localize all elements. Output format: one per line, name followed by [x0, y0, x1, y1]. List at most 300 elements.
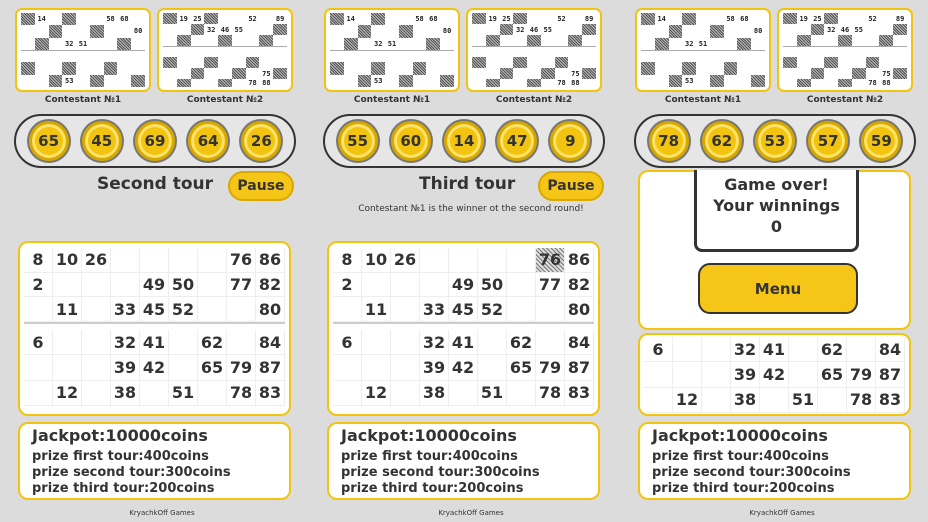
ball: 47	[497, 121, 537, 161]
mini-cell	[797, 57, 811, 68]
card-cell[interactable]: 42	[760, 362, 789, 387]
card-cell[interactable]: 80	[565, 297, 594, 322]
mini-cell	[500, 79, 514, 87]
mini-cell	[541, 79, 555, 87]
menu-button[interactable]: Menu	[698, 263, 858, 314]
mini-separator	[783, 46, 907, 57]
card-cell	[391, 381, 420, 406]
card-cell	[362, 355, 391, 380]
card-cell[interactable]: 26	[82, 248, 111, 273]
mini-cell	[783, 35, 797, 46]
card-cell[interactable]: 2	[24, 273, 53, 298]
mini-cell	[710, 38, 724, 50]
card-cell[interactable]: 2	[333, 273, 362, 298]
mini-cell	[866, 68, 880, 79]
card-cell[interactable]: 79	[536, 355, 565, 380]
mini-cell: 32	[827, 25, 836, 34]
mini-cell	[35, 75, 49, 87]
mini-cell: 25	[502, 14, 511, 23]
card-cell[interactable]: 32	[731, 337, 760, 362]
card-cell[interactable]: 33	[111, 297, 140, 322]
card-cell[interactable]: 80	[256, 297, 285, 322]
card-cell[interactable]: 78	[847, 388, 876, 413]
card-cell[interactable]: 32	[420, 330, 449, 355]
mini-cell	[426, 75, 440, 87]
card-cell	[478, 355, 507, 380]
mini-cell	[117, 75, 131, 87]
mini-cell	[783, 13, 797, 24]
card-cell[interactable]: 51	[789, 388, 818, 413]
mini-cell	[358, 75, 372, 87]
ball: 55	[338, 121, 378, 161]
card-cell[interactable]: 38	[420, 381, 449, 406]
card-cell[interactable]: 82	[256, 273, 285, 298]
player-card[interactable]	[18, 241, 291, 416]
mini-cell: 53	[65, 76, 74, 85]
mini-cell	[232, 79, 246, 87]
mini-cell	[191, 79, 205, 87]
card-cell	[111, 248, 140, 273]
mini-cell	[838, 79, 852, 87]
card-cell	[702, 388, 731, 413]
footer-credit: KryachkOff Games	[438, 509, 504, 517]
ball: 65	[29, 121, 69, 161]
mini-cell	[399, 38, 413, 50]
winnings-label: Your winnings	[713, 196, 840, 215]
card-cell[interactable]: 62	[507, 330, 536, 355]
mini-cell	[117, 62, 131, 74]
card-cell[interactable]: 82	[565, 273, 594, 298]
card-cell[interactable]: 42	[449, 355, 478, 380]
mini-cell	[62, 25, 76, 37]
mini-cell	[90, 38, 104, 50]
card-cell	[24, 355, 53, 380]
card-cell[interactable]: 84	[565, 330, 594, 355]
contestant-2-label: Contestant №2	[806, 95, 884, 105]
card-cell[interactable]: 11	[362, 297, 391, 322]
round-winner-notice: Contestant №1 is the winner ot the second round!	[358, 204, 584, 214]
mini-cell	[710, 62, 724, 74]
mini-cell: 51	[387, 39, 397, 48]
mini-cell	[852, 35, 866, 46]
mini-cell	[682, 13, 696, 25]
card-cell[interactable]: 83	[876, 388, 905, 413]
mini-separator	[330, 50, 454, 62]
card-cell	[198, 248, 227, 273]
mini-cell: 88	[882, 79, 891, 87]
card-cell	[53, 273, 82, 298]
card-cell[interactable]: 87	[876, 362, 905, 387]
card-cell	[536, 330, 565, 355]
mini-cell	[710, 25, 724, 37]
prize-third: prize third tour:200coins	[32, 481, 215, 496]
pause-button[interactable]: Pause	[228, 171, 294, 201]
card-cell[interactable]: 77	[227, 273, 256, 298]
card-cell[interactable]: 62	[198, 330, 227, 355]
card-cell	[140, 248, 169, 273]
card-cell[interactable]: 39	[731, 362, 760, 387]
card-cell[interactable]: 6	[644, 337, 673, 362]
card-cell[interactable]: 39	[111, 355, 140, 380]
mini-cell	[641, 38, 655, 50]
card-cell[interactable]: 50	[478, 273, 507, 298]
card-cell[interactable]: 87	[256, 355, 285, 380]
mini-cell: 89	[895, 14, 905, 23]
mini-cell	[399, 62, 413, 74]
mini-cell	[21, 38, 35, 50]
mini-cell	[218, 35, 232, 46]
mini-cell	[177, 57, 191, 68]
game-over-panel	[638, 170, 911, 330]
mini-cell	[641, 13, 655, 25]
mini-cell	[413, 75, 427, 87]
mini-cell	[838, 68, 852, 79]
mini-cell	[500, 35, 514, 46]
mini-cell	[90, 75, 104, 87]
mini-cell	[358, 25, 372, 37]
mini-cell	[500, 68, 514, 79]
ball: 9	[550, 121, 590, 161]
mini-cell	[696, 25, 710, 37]
mini-cell	[204, 79, 218, 87]
mini-cell	[358, 62, 372, 74]
prize-second: prize second tour:300coins	[652, 465, 851, 480]
contestant-1-card	[635, 8, 771, 92]
mini-cell: 14	[657, 15, 666, 24]
mini-cell	[344, 62, 358, 74]
mini-cell	[371, 25, 385, 37]
mini-cell	[582, 68, 596, 79]
ball: 57	[808, 121, 848, 161]
card-cell	[673, 337, 702, 362]
card-cell[interactable]: 84	[876, 337, 905, 362]
card-cell[interactable]: 32	[111, 330, 140, 355]
mini-cell	[273, 79, 287, 87]
mini-cell	[486, 57, 500, 68]
mini-cell	[696, 75, 710, 87]
mini-grid-b3	[783, 13, 907, 87]
card-cell[interactable]: 42	[140, 355, 169, 380]
mini-cell: 80	[133, 27, 143, 36]
card-cell[interactable]: 45	[449, 297, 478, 322]
drawn-balls-tray	[14, 114, 296, 168]
mini-cell	[527, 79, 541, 87]
mini-separator	[163, 46, 287, 57]
mini-cell	[879, 13, 893, 24]
mini-cell	[371, 62, 385, 74]
mini-cell: 19	[488, 14, 497, 23]
mini-cell	[669, 62, 683, 74]
mini-cell	[163, 35, 177, 46]
mini-cell: 32	[685, 39, 694, 48]
mini-cell	[330, 38, 344, 50]
mini-cell: 68	[120, 15, 129, 24]
mini-cell	[655, 38, 669, 50]
card-cell[interactable]: 51	[169, 381, 198, 406]
mini-cell	[385, 62, 399, 74]
mini-cell: 55	[543, 25, 552, 34]
mini-cell	[669, 13, 683, 25]
ball: 45	[82, 121, 122, 161]
mini-cell	[838, 35, 852, 46]
mini-cell	[49, 75, 63, 87]
card-cell[interactable]: 86	[565, 248, 594, 273]
mini-cell	[879, 24, 893, 35]
ball: 60	[391, 121, 431, 161]
card-cell[interactable]: 11	[53, 297, 82, 322]
mini-cell	[669, 38, 683, 50]
mini-cell	[568, 57, 582, 68]
mini-cell	[879, 35, 893, 46]
card-bottom-half	[24, 330, 285, 406]
card-cell[interactable]: 77	[536, 273, 565, 298]
mini-cell	[177, 35, 191, 46]
card-cell[interactable]: 26	[391, 248, 420, 273]
card-cell	[760, 388, 789, 413]
card-cell[interactable]: 84	[256, 330, 285, 355]
mini-cell	[413, 62, 427, 74]
mini-cell	[866, 24, 880, 35]
mini-cell	[440, 38, 454, 50]
mini-cell	[472, 13, 486, 24]
card-cell[interactable]: 65	[818, 362, 847, 387]
mini-cell	[582, 57, 596, 68]
mini-cell	[49, 13, 63, 25]
mini-cell	[117, 25, 131, 37]
mini-cell	[218, 57, 232, 68]
card-cell[interactable]: 62	[818, 337, 847, 362]
mini-cell	[191, 35, 205, 46]
card-cell[interactable]: 8	[24, 248, 53, 273]
mini-cell	[49, 25, 63, 37]
mini-cell	[104, 38, 118, 50]
mini-cell: 32	[374, 39, 383, 48]
card-cell[interactable]: 39	[420, 355, 449, 380]
mini-cell: 52	[557, 14, 566, 23]
card-cell[interactable]: 38	[731, 388, 760, 413]
mini-cell	[259, 13, 273, 24]
mini-cell: 75	[571, 69, 580, 78]
player-card[interactable]	[327, 241, 600, 416]
mini-cell	[893, 57, 907, 68]
mini-cell	[426, 25, 440, 37]
card-cell[interactable]: 45	[140, 297, 169, 322]
mini-cell: 52	[248, 14, 257, 23]
mini-cell	[273, 24, 287, 35]
card-cell[interactable]: 6	[333, 330, 362, 355]
mini-cell	[399, 25, 413, 37]
prize-second: prize second tour:300coins	[341, 465, 540, 480]
card-cell	[789, 337, 818, 362]
mini-cell	[371, 13, 385, 25]
mini-cell: 78	[557, 79, 566, 87]
mini-cell	[163, 57, 177, 68]
mini-cell	[486, 35, 500, 46]
mini-cell: 46	[529, 25, 539, 34]
card-cell[interactable]: 65	[198, 355, 227, 380]
card-cell	[333, 355, 362, 380]
mini-cell	[696, 13, 710, 25]
mini-cell	[541, 13, 555, 24]
mini-cell	[500, 57, 514, 68]
card-cell	[82, 273, 111, 298]
mini-cell	[76, 25, 90, 37]
jackpot-text: Jackpot:10000coins	[32, 426, 208, 445]
card-cell[interactable]: 12	[53, 381, 82, 406]
mini-cell	[838, 57, 852, 68]
mini-cell: 25	[193, 14, 202, 23]
card-cell[interactable]: 38	[111, 381, 140, 406]
mini-cell	[737, 75, 751, 87]
card-cell[interactable]: 12	[673, 388, 702, 413]
card-cell[interactable]: 79	[227, 355, 256, 380]
mini-cell	[344, 25, 358, 37]
card-cell[interactable]: 83	[256, 381, 285, 406]
card-cell[interactable]: 76	[536, 248, 565, 273]
mini-cell	[131, 38, 145, 50]
mini-cell	[641, 25, 655, 37]
mini-cell	[273, 57, 287, 68]
ball: 59	[861, 121, 901, 161]
mini-cell: 68	[429, 15, 438, 24]
mini-cell: 25	[813, 14, 822, 23]
card-cell[interactable]: 6	[24, 330, 53, 355]
mini-cell	[330, 75, 344, 87]
card-cell[interactable]: 10	[362, 248, 391, 273]
mini-cell	[131, 62, 145, 74]
ball: 64	[188, 121, 228, 161]
mini-cell: 58	[106, 15, 115, 24]
card-cell[interactable]: 52	[169, 297, 198, 322]
mini-cell	[852, 68, 866, 79]
card-cell	[24, 381, 53, 406]
card-cell	[198, 297, 227, 322]
card-cell	[391, 330, 420, 355]
card-bottom-half	[644, 337, 905, 413]
card-cell	[391, 355, 420, 380]
jackpot-text: Jackpot:10000coins	[341, 426, 517, 445]
mini-cell	[259, 24, 273, 35]
mini-cell: 32	[65, 39, 74, 48]
card-cell[interactable]: 78	[536, 381, 565, 406]
mini-cell: 14	[346, 15, 355, 24]
mini-cell	[655, 25, 669, 37]
card-cell	[362, 330, 391, 355]
mini-cell	[246, 68, 260, 79]
mini-cell	[191, 68, 205, 79]
mini-cell	[811, 24, 825, 35]
mini-cell	[696, 62, 710, 74]
mini-cell	[710, 75, 724, 87]
card-cell[interactable]: 78	[227, 381, 256, 406]
card-cell[interactable]: 52	[478, 297, 507, 322]
prize-third: prize third tour:200coins	[652, 481, 835, 496]
card-cell	[82, 330, 111, 355]
mini-cell	[824, 79, 838, 87]
mini-cell	[541, 35, 555, 46]
mini-cell	[641, 75, 655, 87]
mini-cell	[273, 35, 287, 46]
card-cell[interactable]: 83	[565, 381, 594, 406]
card-cell[interactable]: 12	[362, 381, 391, 406]
card-cell[interactable]: 8	[333, 248, 362, 273]
mini-cell	[797, 68, 811, 79]
mini-cell	[486, 68, 500, 79]
mini-cell: 89	[275, 14, 285, 23]
card-cell[interactable]: 49	[449, 273, 478, 298]
mini-cell	[783, 79, 797, 87]
mini-cell	[399, 13, 413, 25]
card-cell[interactable]: 41	[760, 337, 789, 362]
drawn-balls-tray	[634, 114, 916, 168]
ball: 69	[135, 121, 175, 161]
card-cell	[478, 330, 507, 355]
prize-first: prize first tour:400coins	[652, 449, 829, 464]
mini-cell	[893, 24, 907, 35]
mini-cell	[797, 35, 811, 46]
contestant-1-card	[324, 8, 460, 92]
mini-cell	[204, 68, 218, 79]
mini-cell	[104, 25, 118, 37]
card-cell[interactable]: 51	[478, 381, 507, 406]
mini-cell	[568, 13, 582, 24]
prize-panel	[18, 422, 291, 500]
mini-cell: 88	[262, 79, 271, 87]
mini-cell	[21, 25, 35, 37]
card-cell[interactable]: 41	[449, 330, 478, 355]
mini-cell	[232, 68, 246, 79]
mini-cell	[330, 62, 344, 74]
card-cell[interactable]: 65	[507, 355, 536, 380]
card-cell	[391, 273, 420, 298]
prize-panel	[327, 422, 600, 500]
prize-third: prize third tour:200coins	[341, 481, 524, 496]
mini-cell	[866, 57, 880, 68]
mini-cell	[783, 68, 797, 79]
card-cell[interactable]: 50	[169, 273, 198, 298]
mini-cell: 78	[868, 79, 877, 87]
pause-button[interactable]: Pause	[538, 171, 604, 201]
mini-cell	[191, 24, 205, 35]
mini-cell: 58	[726, 15, 735, 24]
mini-cell	[204, 35, 218, 46]
card-cell	[847, 337, 876, 362]
mini-separator	[21, 50, 145, 62]
mini-cell	[527, 57, 541, 68]
mini-cell	[655, 62, 669, 74]
mini-cell	[811, 68, 825, 79]
card-cell[interactable]: 33	[420, 297, 449, 322]
mini-cell: 46	[840, 25, 850, 34]
contestant-2-card	[157, 8, 293, 92]
mini-cell	[513, 35, 527, 46]
card-cell[interactable]: 86	[256, 248, 285, 273]
card-cell[interactable]: 41	[140, 330, 169, 355]
card-cell[interactable]: 76	[227, 248, 256, 273]
mini-cell	[385, 13, 399, 25]
mini-cell	[824, 13, 838, 24]
drawn-balls-tray	[323, 114, 605, 168]
card-cell[interactable]: 87	[565, 355, 594, 380]
mini-cell: 68	[740, 15, 749, 24]
mini-cell	[527, 35, 541, 46]
mini-cell	[879, 57, 893, 68]
mini-cell	[399, 75, 413, 87]
card-cell[interactable]: 49	[140, 273, 169, 298]
card-cell[interactable]: 10	[53, 248, 82, 273]
card-cell[interactable]: 79	[847, 362, 876, 387]
mini-cell	[90, 25, 104, 37]
